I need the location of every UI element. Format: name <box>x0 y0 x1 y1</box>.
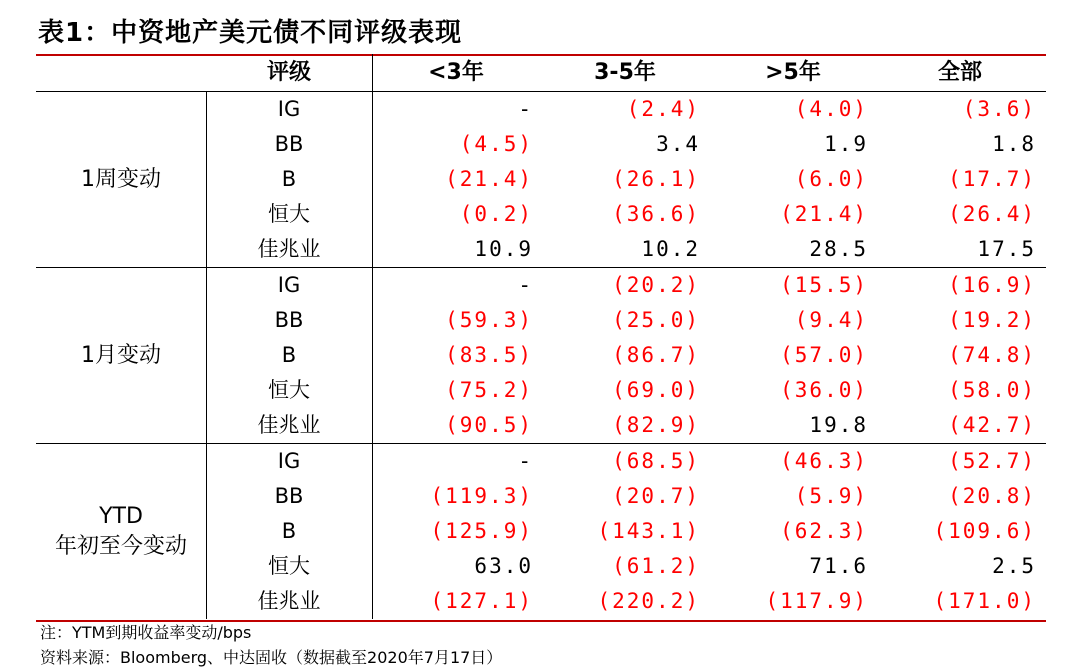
rating-label: IG <box>277 97 301 121</box>
group-label: 1月变动 <box>81 342 161 368</box>
group-label: YTD <box>99 503 143 529</box>
table-cell: (119.3) <box>430 484 533 508</box>
table-cell: 28.5 <box>809 237 868 261</box>
header-col: 3-5年 <box>594 60 656 85</box>
group-divider-right <box>372 92 373 267</box>
table-cell: (21.4) <box>445 167 533 191</box>
table-cell: 2.5 <box>992 554 1036 578</box>
group-label: 年初至今变动 <box>54 533 187 559</box>
rating-label: 恒大 <box>268 554 310 578</box>
table-cell: (5.9) <box>794 484 868 508</box>
bottom-rule <box>36 620 1046 622</box>
table-cell: (74.8) <box>948 343 1036 367</box>
table-cell: (20.7) <box>612 484 700 508</box>
header-col: <3年 <box>428 60 484 85</box>
table-cell: (143.1) <box>597 519 700 543</box>
table-cell: (25.0) <box>612 308 700 332</box>
table-cell: (68.5) <box>612 449 700 473</box>
table-cell: (57.0) <box>780 343 868 367</box>
rating-label: 佳兆业 <box>257 589 321 613</box>
table-cell: (117.9) <box>765 589 868 613</box>
table-cell: 19.8 <box>809 413 868 437</box>
table-cell: 3.4 <box>656 132 700 156</box>
header-col: 全部 <box>937 60 982 85</box>
table-cell: - <box>518 273 533 297</box>
table-cell: (61.2) <box>612 554 700 578</box>
header-rating: 评级 <box>266 60 311 85</box>
table-cell: (59.3) <box>445 308 533 332</box>
table-cell: (36.6) <box>612 202 700 226</box>
table-cell: (90.5) <box>445 413 533 437</box>
table-title: 表1：中资地产美元债不同评级表现 <box>38 18 463 48</box>
table-cell: (26.1) <box>612 167 700 191</box>
table-cell: (220.2) <box>597 589 700 613</box>
table-cell: (16.9) <box>948 273 1036 297</box>
rating-label: BB <box>274 132 304 156</box>
table-cell: - <box>518 97 533 121</box>
rating-label: BB <box>274 308 304 332</box>
rating-label: B <box>281 343 297 367</box>
rating-label: BB <box>274 484 304 508</box>
rating-label: B <box>281 519 297 543</box>
table-cell: (109.6) <box>933 519 1036 543</box>
rating-label: 恒大 <box>268 378 310 402</box>
group-label: 1周变动 <box>81 166 161 192</box>
table-cell: (4.0) <box>794 97 868 121</box>
table-cell: 1.9 <box>824 132 868 156</box>
rating-label: IG <box>277 449 301 473</box>
table-cell: - <box>518 449 533 473</box>
table-cell: (52.7) <box>948 449 1036 473</box>
table-cell: (46.3) <box>780 449 868 473</box>
table-cell: (2.4) <box>626 97 700 121</box>
table-cell: 71.6 <box>809 554 868 578</box>
group-divider-right <box>372 268 373 443</box>
table-cell: (171.0) <box>933 589 1036 613</box>
table-cell: (17.7) <box>948 167 1036 191</box>
table-cell: (36.0) <box>780 378 868 402</box>
table-cell: (20.2) <box>612 273 700 297</box>
table-cell: (20.8) <box>948 484 1036 508</box>
group-divider-left <box>206 92 207 267</box>
table-cell: (82.9) <box>612 413 700 437</box>
table-cell: (62.3) <box>780 519 868 543</box>
table-cell: (69.0) <box>612 378 700 402</box>
table-cell: (21.4) <box>780 202 868 226</box>
table-cell: 63.0 <box>474 554 533 578</box>
header-col: >5年 <box>765 60 821 85</box>
table-cell: 17.5 <box>977 237 1036 261</box>
table-cell: (86.7) <box>612 343 700 367</box>
group-divider-left <box>206 444 207 619</box>
table-cell: (9.4) <box>794 308 868 332</box>
table-cell: (125.9) <box>430 519 533 543</box>
rating-label: B <box>281 167 297 191</box>
header-divider <box>372 54 373 92</box>
table-cell: 1.8 <box>992 132 1036 156</box>
table-cell: (75.2) <box>445 378 533 402</box>
table-cell: (127.1) <box>430 589 533 613</box>
source-line: 资料来源：Bloomberg、中达固收（数据截至2020年7月17日） <box>40 648 503 667</box>
table-cell: (0.2) <box>459 202 533 226</box>
table-cell: (58.0) <box>948 378 1036 402</box>
table-cell: (6.0) <box>794 167 868 191</box>
table-cell: (42.7) <box>948 413 1036 437</box>
table-cell: (15.5) <box>780 273 868 297</box>
table-cell: (83.5) <box>445 343 533 367</box>
table-cell: 10.9 <box>474 237 533 261</box>
rating-label: 佳兆业 <box>257 413 321 437</box>
table-cell: 10.2 <box>641 237 700 261</box>
rating-label: 恒大 <box>268 202 310 226</box>
rating-label: IG <box>277 273 301 297</box>
table-cell: (4.5) <box>459 132 533 156</box>
group-divider-left <box>206 268 207 443</box>
note-line: 注：YTM到期收益率变动/bps <box>40 623 252 642</box>
rating-label: 佳兆业 <box>257 237 321 261</box>
table-cell: (19.2) <box>948 308 1036 332</box>
group-divider-right <box>372 444 373 619</box>
table-cell: (3.6) <box>962 97 1036 121</box>
table-cell: (26.4) <box>948 202 1036 226</box>
